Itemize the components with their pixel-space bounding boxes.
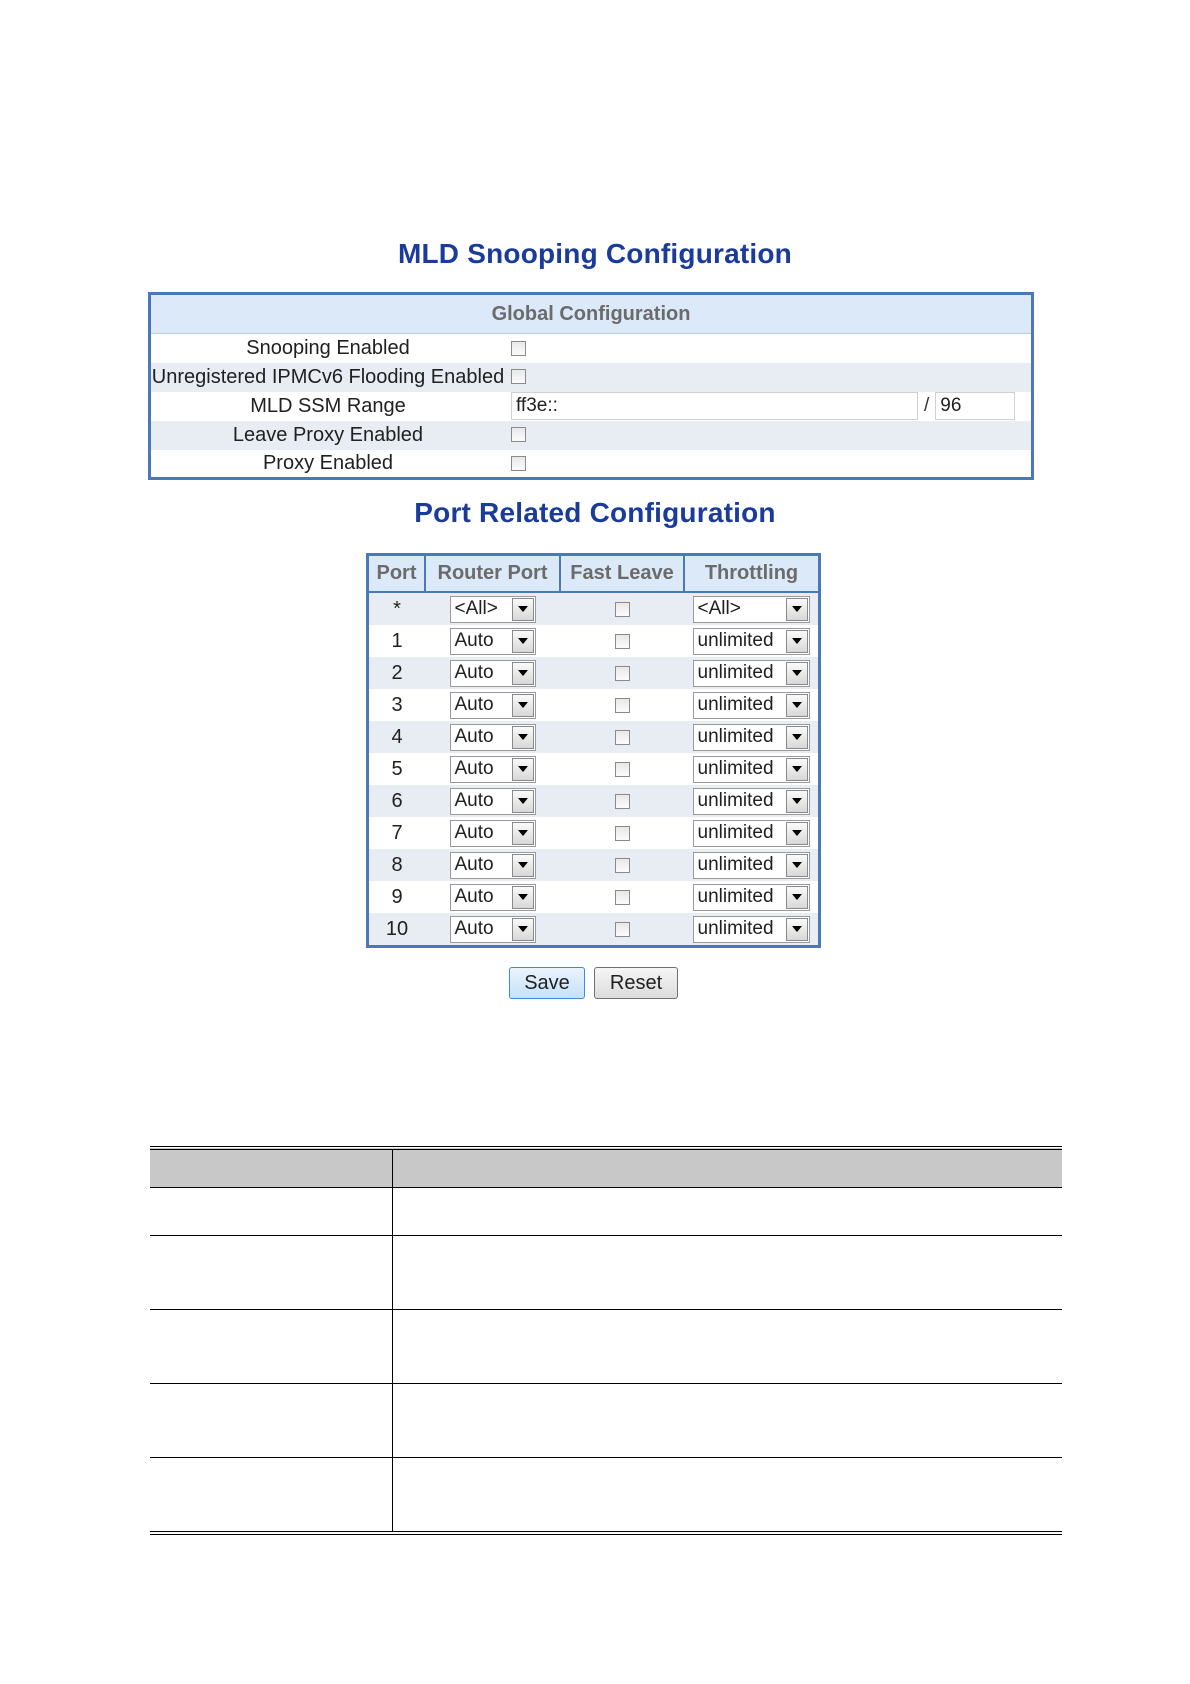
chevron-down-icon[interactable] [512, 598, 534, 621]
chevron-down-icon[interactable] [512, 854, 534, 877]
router-port-select[interactable] [450, 756, 536, 783]
throttling-select[interactable] [693, 916, 810, 943]
chevron-down-icon[interactable] [786, 886, 808, 909]
throttling-value: unlimited [697, 662, 774, 683]
router-port-value: Auto [454, 822, 494, 843]
fast-leave-checkbox[interactable] [615, 858, 630, 873]
col-header-port: Port [368, 555, 426, 593]
router-port-value: Auto [454, 886, 494, 907]
chevron-down-icon[interactable] [512, 630, 534, 653]
ssm-prefix-input[interactable]: ff3e:: [511, 392, 918, 420]
chevron-down-icon[interactable] [512, 822, 534, 845]
router-port-value: Auto [454, 694, 494, 715]
chevron-down-icon[interactable] [786, 662, 808, 685]
fast-leave-checkbox[interactable] [615, 890, 630, 905]
table-row [368, 913, 820, 947]
throttling-value: unlimited [697, 886, 774, 907]
chevron-down-icon[interactable] [786, 790, 808, 813]
ssm-range-label: MLD SSM Range [250, 394, 406, 417]
fast-leave-checkbox[interactable] [615, 922, 630, 937]
port-number: 2 [368, 657, 426, 689]
router-port-select[interactable] [450, 596, 536, 623]
throttling-select[interactable] [693, 820, 810, 847]
chevron-down-icon[interactable] [786, 694, 808, 717]
fast-leave-checkbox[interactable] [615, 730, 630, 745]
router-port-select[interactable] [450, 788, 536, 815]
desc-cell [393, 1236, 1063, 1310]
fast-leave-checkbox[interactable] [615, 794, 630, 809]
snooping-enabled-label: Snooping Enabled [246, 336, 410, 359]
leave-proxy-label: Leave Proxy Enabled [232, 423, 424, 446]
router-port-value: Auto [454, 918, 494, 939]
port-config-title: Port Related Configuration [414, 497, 776, 528]
port-number: 4 [368, 721, 426, 753]
flooding-enabled-label: Unregistered IPMCv6 Flooding Enabled [151, 365, 505, 388]
port-number: * [368, 592, 426, 625]
chevron-down-icon[interactable] [512, 758, 534, 781]
table-row [368, 657, 820, 689]
throttling-value: unlimited [697, 630, 774, 651]
table-row [368, 785, 820, 817]
throttling-value: unlimited [697, 854, 774, 875]
chevron-down-icon[interactable] [786, 822, 808, 845]
table-row [368, 592, 820, 625]
ssm-mask-input[interactable]: 96 [935, 392, 1015, 420]
reset-button[interactable]: Reset [594, 967, 678, 999]
fast-leave-checkbox[interactable] [615, 666, 630, 681]
fast-leave-checkbox[interactable] [615, 826, 630, 841]
table-row [368, 881, 820, 913]
port-number: 7 [391, 821, 403, 844]
global-config-header: Global Configuration [150, 294, 1033, 334]
desc-cell [150, 1188, 393, 1236]
chevron-down-icon[interactable] [512, 886, 534, 909]
throttling-select[interactable] [693, 724, 810, 751]
router-port-value: Auto [454, 630, 494, 651]
throttling-select[interactable] [693, 756, 810, 783]
chevron-down-icon[interactable] [512, 662, 534, 685]
table-row [368, 817, 820, 849]
snooping-enabled-checkbox[interactable] [511, 341, 526, 356]
router-port-select[interactable] [450, 660, 536, 687]
table-row [368, 721, 820, 753]
table-row [368, 849, 820, 881]
throttling-value: <All> [697, 598, 741, 619]
global-config-table [148, 292, 1034, 480]
leave-proxy-checkbox[interactable] [511, 427, 526, 442]
table-row [368, 753, 820, 785]
table-row [368, 625, 820, 657]
chevron-down-icon[interactable] [512, 694, 534, 717]
throttling-value: unlimited [697, 758, 774, 779]
throttling-value: unlimited [697, 790, 774, 811]
chevron-down-icon[interactable] [786, 854, 808, 877]
throttling-value: unlimited [697, 694, 774, 715]
router-port-value: Auto [454, 854, 494, 875]
port-number: 1 [391, 629, 403, 652]
fast-leave-checkbox[interactable] [615, 762, 630, 777]
port-number: 8 [368, 849, 426, 881]
port-number: 5 [391, 757, 403, 780]
throttling-select[interactable] [693, 660, 810, 687]
router-port-value: Auto [454, 790, 494, 811]
desc-cell [393, 1458, 1063, 1534]
router-port-value: <All> [454, 598, 498, 619]
port-config-table [366, 553, 821, 948]
router-port-value: Auto [454, 726, 494, 747]
router-port-select[interactable] [450, 852, 536, 879]
fast-leave-checkbox[interactable] [615, 698, 630, 713]
desc-cell [150, 1236, 393, 1310]
ssm-separator: / [924, 395, 930, 416]
chevron-down-icon[interactable] [512, 918, 534, 941]
desc-cell [150, 1310, 393, 1384]
proxy-enabled-checkbox[interactable] [511, 456, 526, 471]
desc-header-description [393, 1148, 1063, 1188]
col-header-fast-leave: Fast Leave [560, 555, 684, 593]
chevron-down-icon[interactable] [786, 758, 808, 781]
table-row [368, 689, 820, 721]
fast-leave-checkbox[interactable] [615, 634, 630, 649]
desc-cell [393, 1310, 1063, 1384]
throttling-select[interactable] [693, 788, 810, 815]
chevron-down-icon[interactable] [786, 630, 808, 653]
router-port-select[interactable] [450, 884, 536, 911]
router-port-value: Auto [454, 662, 494, 683]
port-number: 6 [368, 785, 426, 817]
col-header-throttling: Throttling [684, 555, 820, 593]
desc-cell [393, 1188, 1063, 1236]
col-header-router-port: Router Port [425, 555, 560, 593]
port-number: 10 [368, 913, 426, 947]
page-title: MLD Snooping Configuration [397, 238, 792, 269]
router-port-select[interactable] [450, 724, 536, 751]
desc-cell [150, 1458, 393, 1534]
flooding-enabled-checkbox[interactable] [511, 369, 526, 384]
chevron-down-icon[interactable] [512, 726, 534, 749]
throttling-value: unlimited [697, 918, 774, 939]
description-table [150, 1146, 1062, 1535]
router-port-select[interactable] [450, 692, 536, 719]
router-port-select[interactable] [450, 916, 536, 943]
desc-cell [393, 1384, 1063, 1458]
router-port-select[interactable] [450, 820, 536, 847]
throttling-select[interactable] [693, 596, 810, 623]
proxy-enabled-label: Proxy Enabled [262, 451, 394, 474]
chevron-down-icon[interactable] [786, 918, 808, 941]
desc-header-object [150, 1148, 393, 1188]
port-number: 3 [391, 693, 403, 716]
router-port-select[interactable] [450, 628, 536, 655]
throttling-select[interactable] [693, 628, 810, 655]
throttling-select[interactable] [693, 852, 810, 879]
fast-leave-checkbox[interactable] [615, 602, 630, 617]
chevron-down-icon[interactable] [786, 726, 808, 749]
throttling-value: unlimited [697, 822, 774, 843]
chevron-down-icon[interactable] [512, 790, 534, 813]
save-button[interactable]: Save [509, 967, 585, 999]
throttling-select[interactable] [693, 692, 810, 719]
throttling-select[interactable] [693, 884, 810, 911]
throttling-value: unlimited [697, 726, 774, 747]
chevron-down-icon[interactable] [786, 598, 808, 621]
desc-cell [150, 1384, 393, 1458]
port-number: 9 [391, 885, 403, 908]
router-port-value: Auto [454, 758, 494, 779]
